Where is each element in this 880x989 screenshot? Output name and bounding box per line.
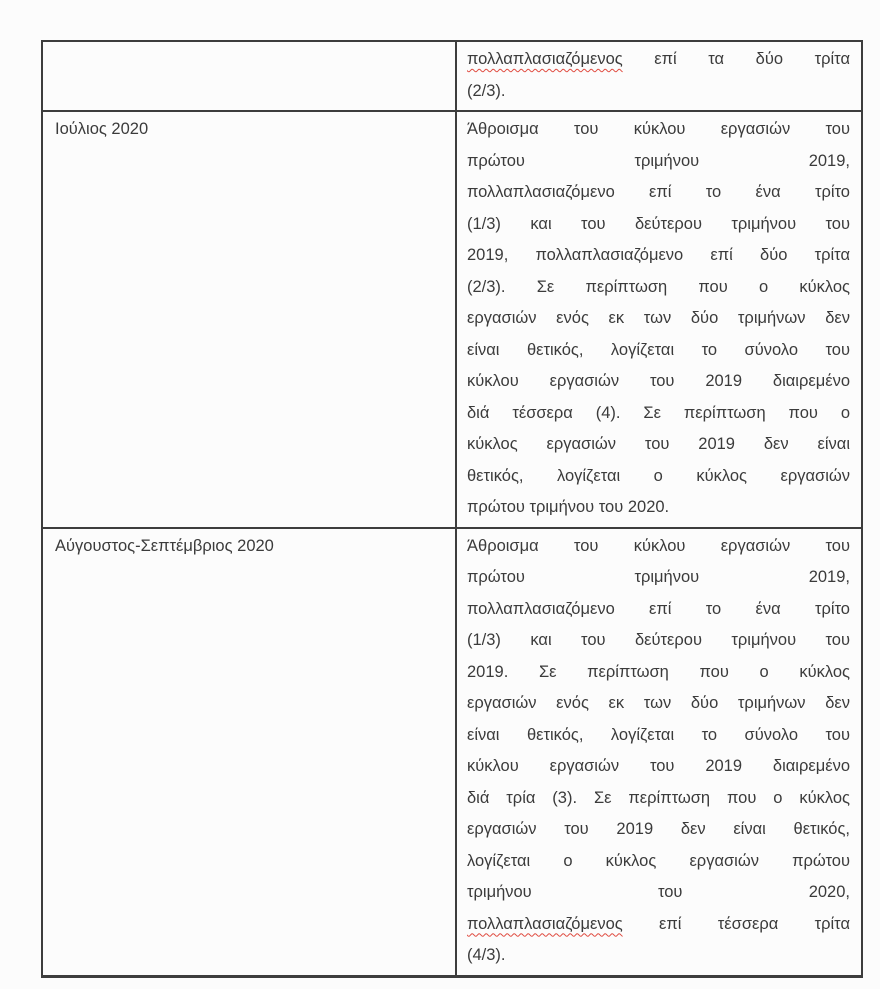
period-cell: [42, 41, 456, 111]
period-cell: [42, 111, 456, 528]
text-line: [467, 240, 850, 272]
line-text: 2019, πολλαπλασιαζόμενο επί δύο τρίτα: [467, 246, 850, 264]
text-line: [467, 177, 850, 209]
misspelled-word: πολλαπλασιαζόμενος: [467, 50, 623, 68]
description-cell: [456, 111, 862, 528]
text-line: [467, 846, 850, 878]
line-text: επί τέσσερα τρίτα: [622, 914, 850, 933]
text-line: [467, 146, 850, 178]
line-text: εργασιών ενός εκ των δύο τριμήνων δεν: [467, 309, 850, 327]
text-line: [467, 44, 850, 76]
line-text: διά τρία (3). Σε περίπτωση που ο κύκλος: [467, 788, 850, 807]
text-line: [467, 492, 850, 524]
period-cell: [42, 528, 456, 977]
text-line: [467, 688, 850, 720]
line-text: (1/3) και του δεύτερου τριμήνου του: [467, 631, 850, 649]
line-text: θετικός, λογίζεται ο κύκλος εργασιών: [467, 466, 850, 485]
text-line: [467, 398, 850, 430]
text-line: [467, 720, 850, 752]
line-text: κύκλος εργασιών του 2019 δεν είναι: [467, 435, 850, 453]
text-line: [467, 783, 850, 815]
line-text: κύκλου εργασιών του 2019 διαιρεμένο: [467, 372, 850, 390]
text-line: [467, 303, 850, 335]
line-text: πρώτου τριμήνου 2019,: [467, 568, 850, 586]
line-text: είναι θετικός, λογίζεται το σύνολο του: [467, 340, 850, 359]
text-line: [467, 272, 850, 304]
description-cell: [456, 41, 862, 111]
line-text: (1/3) και του δεύτερου τριμήνου του: [467, 214, 850, 233]
line-text: Άθροισμα του κύκλου εργασιών του: [467, 120, 850, 138]
line-text: λογίζεται ο κύκλος εργασιών πρώτου: [467, 851, 850, 870]
text-line: [467, 751, 850, 783]
line-text: κύκλου εργασιών του 2019 διαιρεμένο: [467, 757, 850, 775]
line-text: διά τέσσερα (4). Σε περίπτωση που ο: [467, 403, 850, 422]
line-text: τριμήνου του 2020,: [467, 883, 850, 901]
line-text: (2/3). Σε περίπτωση που ο κύκλος: [467, 277, 850, 296]
text-line: [467, 76, 850, 108]
text-line: [467, 429, 850, 461]
text-line: [467, 657, 850, 689]
text-line: [467, 531, 850, 563]
text-line: [467, 114, 850, 146]
line-text: επί τα δύο τρίτα: [622, 50, 850, 68]
misspelled-word: πολλαπλασιαζόμενος: [467, 914, 623, 933]
table-row: [42, 41, 862, 111]
period-label: Αύγουστος-Σεπτέμβριος 2020: [55, 536, 274, 555]
line-text: (2/3).: [467, 81, 506, 100]
text-line: [467, 814, 850, 846]
text-line: [467, 209, 850, 241]
line-text: είναι θετικός, λογίζεται το σύνολο του: [467, 725, 850, 744]
table-row: [42, 111, 862, 528]
period-label: Ιούλιος 2020: [55, 120, 149, 138]
text-line: [467, 877, 850, 909]
table-row: [42, 528, 862, 977]
text-line: [467, 562, 850, 594]
line-text: 2019. Σε περίπτωση που ο κύκλος: [467, 662, 850, 681]
line-text: (4/3).: [467, 946, 506, 964]
period-label: [55, 44, 447, 76]
periods-table: [41, 40, 863, 978]
text-line: [467, 940, 850, 972]
line-text: εργασιών του 2019 δεν είναι θετικός,: [467, 820, 850, 838]
line-text: πολλαπλασιαζόμενο επί το ένα τρίτο: [467, 183, 850, 201]
text-line: [467, 625, 850, 657]
line-text: πρώτου τριμήνου 2019,: [467, 151, 850, 170]
text-line: [467, 594, 850, 626]
line-text: εργασιών ενός εκ των δύο τριμήνων δεν: [467, 694, 850, 712]
text-line: [467, 335, 850, 367]
description-cell: [456, 528, 862, 977]
text-line: [467, 909, 850, 941]
line-text: πολλαπλασιαζόμενο επί το ένα τρίτο: [467, 599, 850, 618]
text-line: [467, 366, 850, 398]
text-line: [467, 461, 850, 493]
line-text: πρώτου τριμήνου του 2020.: [467, 498, 670, 516]
line-text: Άθροισμα του κύκλου εργασιών του: [467, 536, 850, 555]
